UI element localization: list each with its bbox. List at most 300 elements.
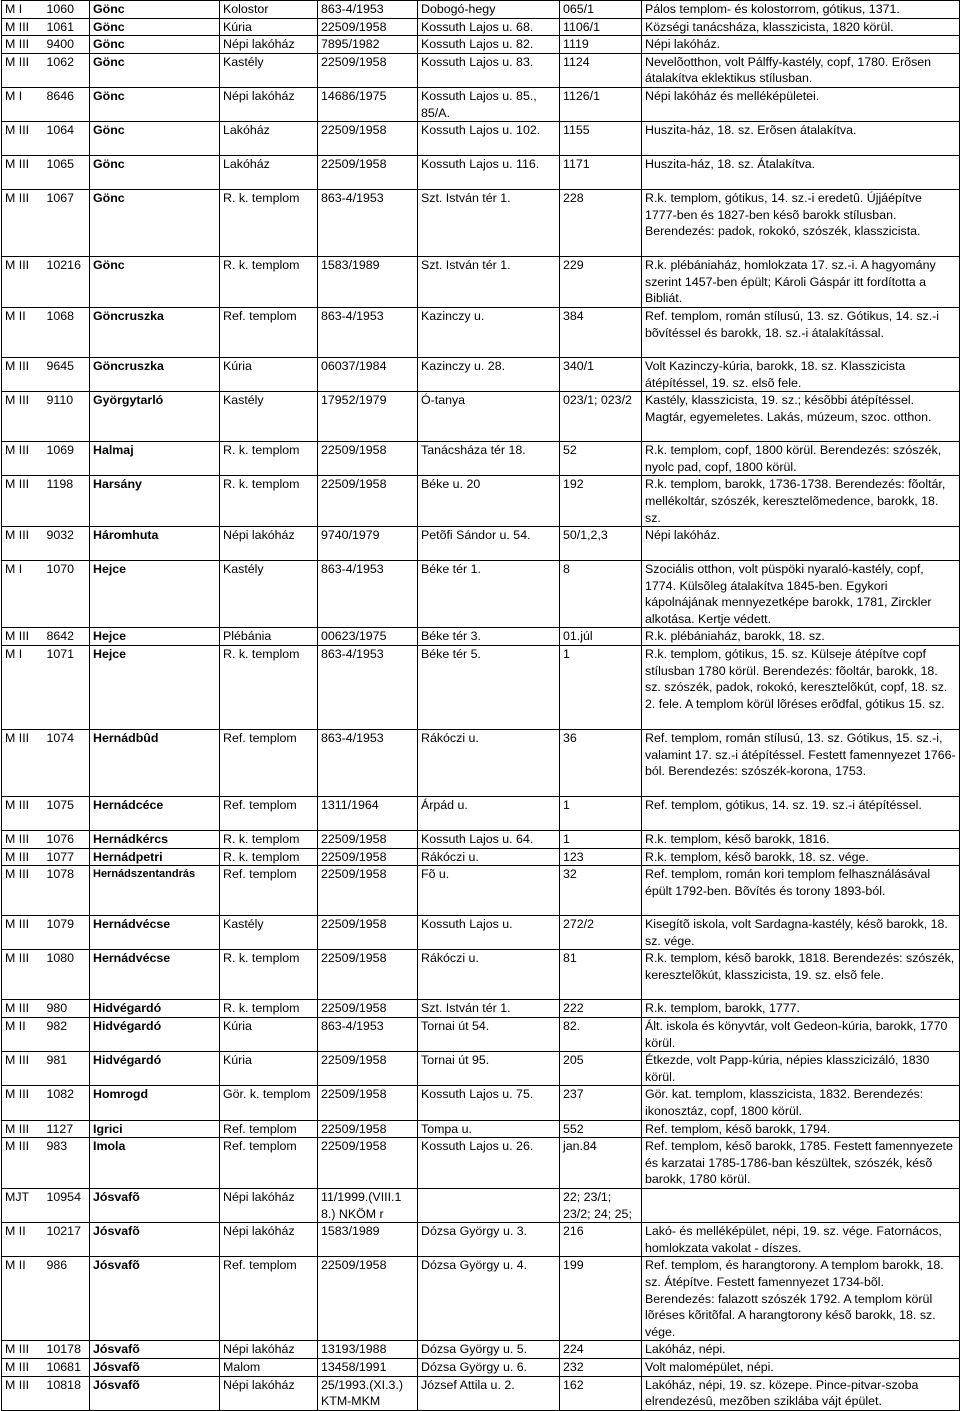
building-type-cell: Népi lakóház — [220, 1376, 318, 1410]
decree-number-cell: 863-4/1953 — [318, 646, 418, 730]
building-type-cell: Ref. templom — [220, 1257, 318, 1341]
protection-class-cell: M III — [2, 53, 44, 87]
table-row — [2, 1188, 960, 1222]
building-type-cell: Ref. templom — [220, 1120, 318, 1138]
address-cell: Szt. István tér 1. — [418, 1000, 560, 1018]
settlement-cell: Háromhuta — [90, 527, 220, 561]
address-cell: Dózsa György u. 5. — [418, 1341, 560, 1359]
lot-number-cell: 023/1; 023/2 — [560, 392, 642, 442]
register-number-cell: 1127 — [44, 1120, 90, 1138]
protection-class-cell: M III — [2, 866, 44, 916]
address-cell: Árpád u. — [418, 797, 560, 831]
building-type-cell: Lakóház — [220, 122, 318, 156]
settlement-cell: Gönc — [90, 257, 220, 308]
description-cell: Nevelõotthon, volt Pálffy-kastély, copf, 1780. Erõsen átalakítva eklektikus stílusban. — [642, 53, 960, 87]
monument-register-table — [1, 0, 960, 1411]
table-row — [2, 866, 960, 916]
register-number-cell: 1080 — [44, 950, 90, 1000]
settlement-cell: Jósvafõ — [90, 1341, 220, 1359]
table-row — [2, 950, 960, 1000]
description-cell: Lakóház, népi, 19. sz. közepe. Pince-pitvar-szoba elrendezésû, mezõben sziklába vájt épület. — [642, 1376, 960, 1410]
settlement-cell: Halmaj — [90, 442, 220, 476]
settlement-cell: Hejce — [90, 561, 220, 628]
building-type-cell: Kolostor — [220, 1, 318, 19]
description-cell: Pálos templom- és kolostorrom, gótikus, 1371. — [642, 1, 960, 19]
decree-number-cell: 22509/1958 — [318, 1086, 418, 1120]
lot-number-cell: 81 — [560, 950, 642, 1000]
settlement-cell: Hidvégardó — [90, 1018, 220, 1052]
decree-number-cell: 22509/1958 — [318, 53, 418, 87]
building-type-cell: R. k. templom — [220, 476, 318, 527]
protection-class-cell: M III — [2, 36, 44, 54]
description-cell: R.k. templom, copf, 1800 körül. Berendezés: szószék, nyolc pad, copf, 1800 körül. — [642, 442, 960, 476]
table-row — [2, 628, 960, 646]
description-cell: R.k. templom, gótikus, 14. sz.-i eredetû. Újjáépítve 1777-ben és 1827-ben késõ barokk stílusban. Berendezés: padok, rokokó, szószék, klasszicista. — [642, 190, 960, 257]
table-row — [2, 1376, 960, 1410]
register-number-cell: 1060 — [44, 1, 90, 19]
table-row — [2, 1000, 960, 1018]
description-cell: Lakóház, népi. — [642, 1341, 960, 1359]
description-cell: Ref. templom, késõ barokk, 1794. — [642, 1120, 960, 1138]
address-cell: Kazinczy u. — [418, 307, 560, 357]
lot-number-cell: 1 — [560, 646, 642, 730]
settlement-cell: Homrogd — [90, 1086, 220, 1120]
table-row — [2, 1086, 960, 1120]
description-cell: Kastély, klasszicista, 19. sz.; késõbbi átépítéssel. Magtár, egyemeletes. Lakás, múzeum, szoc. otthon. — [642, 392, 960, 442]
address-cell: Rákóczi u. — [418, 730, 560, 797]
lot-number-cell: 216 — [560, 1223, 642, 1257]
protection-class-cell: M II — [2, 1223, 44, 1257]
settlement-cell: Jósvafõ — [90, 1257, 220, 1341]
settlement-cell: Gönc — [90, 36, 220, 54]
building-type-cell: R. k. templom — [220, 831, 318, 849]
lot-number-cell: 222 — [560, 1000, 642, 1018]
building-type-cell: Ref. templom — [220, 1138, 318, 1189]
register-number-cell: 1068 — [44, 307, 90, 357]
decree-number-cell: 22509/1958 — [318, 18, 418, 36]
lot-number-cell: 22; 23/1; 23/2; 24; 25; — [560, 1188, 642, 1222]
register-number-cell: 1064 — [44, 122, 90, 156]
protection-class-cell: MJT — [2, 1188, 44, 1222]
protection-class-cell: M III — [2, 730, 44, 797]
decree-number-cell: 22509/1958 — [318, 950, 418, 1000]
register-number-cell: 1077 — [44, 848, 90, 866]
settlement-cell: Gönc — [90, 53, 220, 87]
settlement-cell: Göncruszka — [90, 307, 220, 357]
building-type-cell: R. k. templom — [220, 442, 318, 476]
description-cell: Ref. templom, gótikus, 14. sz. 19. sz.-i átépítéssel. — [642, 797, 960, 831]
table-row — [2, 87, 960, 121]
building-type-cell: R. k. templom — [220, 950, 318, 1000]
table-row — [2, 190, 960, 257]
table-row — [2, 1138, 960, 1189]
decree-number-cell: 13458/1991 — [318, 1358, 418, 1376]
building-type-cell: Kastély — [220, 561, 318, 628]
building-type-cell: Népi lakóház — [220, 1223, 318, 1257]
decree-number-cell: 22509/1958 — [318, 1052, 418, 1086]
description-cell: Lakó- és melléképület, népi, 19. sz. vége. Fatornácos, homlokzata vakolat - díszes. — [642, 1223, 960, 1257]
register-number-cell: 9032 — [44, 527, 90, 561]
protection-class-cell: M III — [2, 1376, 44, 1410]
building-type-cell: R. k. templom — [220, 257, 318, 308]
lot-number-cell: 384 — [560, 307, 642, 357]
lot-number-cell: 237 — [560, 1086, 642, 1120]
settlement-cell: Gönc — [90, 190, 220, 257]
description-cell: R.k. templom, késõ barokk, 18. sz. vége. — [642, 848, 960, 866]
building-type-cell: Ref. templom — [220, 866, 318, 916]
lot-number-cell: 123 — [560, 848, 642, 866]
building-type-cell: R. k. templom — [220, 190, 318, 257]
table-row — [2, 1120, 960, 1138]
description-cell: Volt Kazinczy-kúria, barokk, 18. sz. Klasszicista átépítéssel, 19. sz. elsõ fele. — [642, 357, 960, 391]
table-row — [2, 527, 960, 561]
table-row — [2, 1358, 960, 1376]
description-cell: Ref. templom, román stílusú, 13. sz. Gótikus, 14. sz.-i bõvítéssel és barokk, 18. sz.-i átalakítással. — [642, 307, 960, 357]
register-number-cell: 8642 — [44, 628, 90, 646]
address-cell: Petõfi Sándor u. 54. — [418, 527, 560, 561]
description-cell: Népi lakóház. — [642, 527, 960, 561]
protection-class-cell: M III — [2, 1086, 44, 1120]
address-cell: Kossuth Lajos u. 102. — [418, 122, 560, 156]
register-number-cell: 10954 — [44, 1188, 90, 1222]
building-type-cell: Népi lakóház — [220, 527, 318, 561]
table-row — [2, 831, 960, 849]
decree-number-cell: 1311/1964 — [318, 797, 418, 831]
table-row — [2, 797, 960, 831]
table-row — [2, 392, 960, 442]
protection-class-cell: M III — [2, 257, 44, 308]
settlement-cell: Gönc — [90, 1, 220, 19]
lot-number-cell: 8 — [560, 561, 642, 628]
description-cell: R.k. templom, késõ barokk, 1816. — [642, 831, 960, 849]
lot-number-cell: 205 — [560, 1052, 642, 1086]
protection-class-cell: M III — [2, 122, 44, 156]
building-type-cell: Népi lakóház — [220, 1188, 318, 1222]
register-number-cell: 980 — [44, 1000, 90, 1018]
protection-class-cell: M III — [2, 628, 44, 646]
decree-number-cell: 00623/1975 — [318, 628, 418, 646]
address-cell — [418, 1188, 560, 1222]
lot-number-cell: 1119 — [560, 36, 642, 54]
address-cell: Tompa u. — [418, 1120, 560, 1138]
lot-number-cell: 1106/1 — [560, 18, 642, 36]
settlement-cell: Hidvégardó — [90, 1052, 220, 1086]
description-cell: R.k. templom, gótikus, 15. sz. Külseje átépítve copf stílusban 1780 körül. Berendezés: fõoltár, barokk, 18. sz. szószék, padok, rokokó, keresztelõkút, copf, 18. sz. 2. fele. A templom körül lõréses erõdfal, gótikus 15. sz. — [642, 646, 960, 730]
decree-number-cell: 22509/1958 — [318, 1120, 418, 1138]
address-cell: Kossuth Lajos u. 75. — [418, 1086, 560, 1120]
decree-number-cell: 22509/1958 — [318, 476, 418, 527]
lot-number-cell: 192 — [560, 476, 642, 527]
settlement-cell: Jósvafõ — [90, 1376, 220, 1410]
lot-number-cell: 01.júl — [560, 628, 642, 646]
protection-class-cell: M I — [2, 1, 44, 19]
table-row — [2, 357, 960, 391]
building-type-cell: Népi lakóház — [220, 36, 318, 54]
description-cell: Ref. templom, késõ barokk, 1785. Festett famennyezete és karzatai 1785-1786-ban készültek, szószék, késõ barokk, 1780 körül. — [642, 1138, 960, 1189]
table-row — [2, 1018, 960, 1052]
lot-number-cell: 1 — [560, 831, 642, 849]
register-number-cell: 1071 — [44, 646, 90, 730]
lot-number-cell: 065/1 — [560, 1, 642, 19]
address-cell: Kossuth Lajos u. 64. — [418, 831, 560, 849]
building-type-cell: Kúria — [220, 357, 318, 391]
table-row — [2, 476, 960, 527]
description-cell: Községi tanácsháza, klasszicista, 1820 körül. — [642, 18, 960, 36]
address-cell: Tornai út 54. — [418, 1018, 560, 1052]
table-row — [2, 646, 960, 730]
description-cell: Gör. kat. templom, klasszicista, 1832. Berendezés: ikonosztáz, copf, 1800 körül. — [642, 1086, 960, 1120]
settlement-cell: Hernádcéce — [90, 797, 220, 831]
lot-number-cell: 1126/1 — [560, 87, 642, 121]
lot-number-cell: 1155 — [560, 122, 642, 156]
settlement-cell: Hernádszentandrás — [90, 866, 220, 916]
lot-number-cell: 224 — [560, 1341, 642, 1359]
lot-number-cell: 1124 — [560, 53, 642, 87]
description-cell: Kisegítõ iskola, volt Sardagna-kastély, késõ barokk, 18. sz. vége. — [642, 916, 960, 950]
settlement-cell: Gönc — [90, 18, 220, 36]
register-number-cell: 1079 — [44, 916, 90, 950]
lot-number-cell: 82. — [560, 1018, 642, 1052]
address-cell: Kossuth Lajos u. 85., 85/A. — [418, 87, 560, 121]
lot-number-cell: 229 — [560, 257, 642, 308]
settlement-cell: Hernádbûd — [90, 730, 220, 797]
description-cell: Ref. templom, román kori templom felhasználásával épült 1792-ben. Bõvítés és torony 1893-ból. — [642, 866, 960, 916]
decree-number-cell: 22509/1958 — [318, 1257, 418, 1341]
register-number-cell: 1061 — [44, 18, 90, 36]
lot-number-cell: 36 — [560, 730, 642, 797]
decree-number-cell: 22509/1958 — [318, 848, 418, 866]
address-cell: Béke u. 20 — [418, 476, 560, 527]
decree-number-cell: 1583/1989 — [318, 1223, 418, 1257]
decree-number-cell: 22509/1958 — [318, 156, 418, 190]
table-row — [2, 730, 960, 797]
table-row — [2, 1341, 960, 1359]
decree-number-cell: 863-4/1953 — [318, 730, 418, 797]
description-cell: Ref. templom, és harangtorony. A templom barokk, 18. sz. Átépítve. Festett famennyezet 1734-bõl. Berendezés: falazott szószék 1792. A templom körül lõréses kõritõfal. A harangtorony késõ barokk, 18. sz. vége. — [642, 1257, 960, 1341]
description-cell: Huszita-ház, 18. sz. Átalakítva. — [642, 156, 960, 190]
register-number-cell: 1082 — [44, 1086, 90, 1120]
decree-number-cell: 863-4/1953 — [318, 307, 418, 357]
protection-class-cell: M III — [2, 1000, 44, 1018]
address-cell: Béke tér 1. — [418, 561, 560, 628]
description-cell: Ref. templom, román stílusú, 13. sz. Gótikus, 15. sz.-i, valamint 17. sz.-i átépítéssel. Festett famennyezet 1766-ból. Berendezés: szószék-korona, 1753. — [642, 730, 960, 797]
description-cell: R.k. plébániaház, homlokzata 17. sz.-i. A hagyomány szerint 1457-ben épült; Károli Gáspár itt fordította a Bibliát. — [642, 257, 960, 308]
register-number-cell: 981 — [44, 1052, 90, 1086]
description-cell: R.k. plébániaház, barokk, 18. sz. — [642, 628, 960, 646]
settlement-cell: Hernádpetri — [90, 848, 220, 866]
table-row — [2, 122, 960, 156]
building-type-cell: Gör. k. templom — [220, 1086, 318, 1120]
lot-number-cell: jan.84 — [560, 1138, 642, 1189]
description-cell: Huszita-ház, 18. sz. Erõsen átalakítva. — [642, 122, 960, 156]
decree-number-cell: 06037/1984 — [318, 357, 418, 391]
building-type-cell: R. k. templom — [220, 848, 318, 866]
register-number-cell: 9645 — [44, 357, 90, 391]
address-cell: Kossuth Lajos u. 116. — [418, 156, 560, 190]
settlement-cell: Györgytarló — [90, 392, 220, 442]
settlement-cell: Gönc — [90, 87, 220, 121]
address-cell: Tanácsháza tér 18. — [418, 442, 560, 476]
register-number-cell: 986 — [44, 1257, 90, 1341]
lot-number-cell: 272/2 — [560, 916, 642, 950]
address-cell: Kossuth Lajos u. 26. — [418, 1138, 560, 1189]
register-number-cell: 9110 — [44, 392, 90, 442]
lot-number-cell: 552 — [560, 1120, 642, 1138]
building-type-cell: Plébánia — [220, 628, 318, 646]
address-cell: Szt. István tér 1. — [418, 190, 560, 257]
register-number-cell: 10178 — [44, 1341, 90, 1359]
settlement-cell: Jósvafõ — [90, 1223, 220, 1257]
decree-number-cell: 863-4/1953 — [318, 561, 418, 628]
table-row — [2, 848, 960, 866]
register-number-cell: 8646 — [44, 87, 90, 121]
address-cell: Ó-tanya — [418, 392, 560, 442]
table-row — [2, 1052, 960, 1086]
protection-class-cell: M III — [2, 950, 44, 1000]
building-type-cell: Népi lakóház — [220, 1341, 318, 1359]
settlement-cell: Igrici — [90, 1120, 220, 1138]
table-row — [2, 1223, 960, 1257]
decree-number-cell: 22509/1958 — [318, 866, 418, 916]
address-cell: Dózsa György u. 3. — [418, 1223, 560, 1257]
register-number-cell: 1075 — [44, 797, 90, 831]
lot-number-cell: 228 — [560, 190, 642, 257]
building-type-cell: Lakóház — [220, 156, 318, 190]
lot-number-cell: 232 — [560, 1358, 642, 1376]
settlement-cell: Hernádkércs — [90, 831, 220, 849]
building-type-cell: R. k. templom — [220, 1000, 318, 1018]
description-cell: R.k. templom, barokk, 1736-1738. Berendezés: fõoltár, mellékoltár, szószék, keresztelõmedence, barokk, 18. sz. — [642, 476, 960, 527]
description-cell — [642, 1188, 960, 1222]
building-type-cell: Kastély — [220, 916, 318, 950]
decree-number-cell: 22509/1958 — [318, 1138, 418, 1189]
settlement-cell: Gönc — [90, 122, 220, 156]
table-row — [2, 916, 960, 950]
protection-class-cell: M III — [2, 476, 44, 527]
protection-class-cell: M III — [2, 848, 44, 866]
decree-number-cell: 863-4/1953 — [318, 1018, 418, 1052]
protection-class-cell: M III — [2, 527, 44, 561]
building-type-cell: Kastély — [220, 392, 318, 442]
protection-class-cell: M III — [2, 392, 44, 442]
building-type-cell: Kastély — [220, 53, 318, 87]
protection-class-cell: M I — [2, 646, 44, 730]
decree-number-cell: 9740/1979 — [318, 527, 418, 561]
table-row — [2, 1257, 960, 1341]
protection-class-cell: M III — [2, 18, 44, 36]
table-row — [2, 36, 960, 54]
settlement-cell: Hernádvécse — [90, 950, 220, 1000]
register-number-cell: 1065 — [44, 156, 90, 190]
protection-class-cell: M III — [2, 357, 44, 391]
register-number-cell: 1062 — [44, 53, 90, 87]
protection-class-cell: M III — [2, 442, 44, 476]
protection-class-cell: M III — [2, 1052, 44, 1086]
register-number-cell: 1074 — [44, 730, 90, 797]
protection-class-cell: M III — [2, 916, 44, 950]
building-type-cell: Malom — [220, 1358, 318, 1376]
settlement-cell: Imola — [90, 1138, 220, 1189]
protection-class-cell: M III — [2, 1138, 44, 1189]
description-cell: Szociális otthon, volt püspöki nyaraló-kastély, copf, 1774. Külsõleg átalakítva 1845-ben. Egykori kápolnájának mennyezetképe barokk, 1781, Zirckler alkotása. Kertje védett. — [642, 561, 960, 628]
description-cell: Étkezde, volt Papp-kúria, népies klasszicizáló, 1830 körül. — [642, 1052, 960, 1086]
decree-number-cell: 7895/1982 — [318, 36, 418, 54]
decree-number-cell: 863-4/1953 — [318, 1, 418, 19]
address-cell: Kossuth Lajos u. 82. — [418, 36, 560, 54]
address-cell: Dózsa György u. 4. — [418, 1257, 560, 1341]
protection-class-cell: M III — [2, 797, 44, 831]
lot-number-cell: 1 — [560, 797, 642, 831]
building-type-cell: Népi lakóház — [220, 87, 318, 121]
settlement-cell: Jósvafõ — [90, 1358, 220, 1376]
lot-number-cell: 50/1,2,3 — [560, 527, 642, 561]
address-cell: Dobogó-hegy — [418, 1, 560, 19]
description-cell: Népi lakóház. — [642, 36, 960, 54]
settlement-cell: Hidvégardó — [90, 1000, 220, 1018]
building-type-cell: Ref. templom — [220, 730, 318, 797]
description-cell: R.k. templom, barokk, 1777. — [642, 1000, 960, 1018]
lot-number-cell: 32 — [560, 866, 642, 916]
register-number-cell: 1076 — [44, 831, 90, 849]
register-number-cell: 10818 — [44, 1376, 90, 1410]
table-row — [2, 1, 960, 19]
protection-class-cell: M II — [2, 1018, 44, 1052]
table-row — [2, 257, 960, 308]
address-cell: Tornai út 95. — [418, 1052, 560, 1086]
table-row — [2, 307, 960, 357]
decree-number-cell: 11/1999.(VIII.1 8.) NKÖM r — [318, 1188, 418, 1222]
register-number-cell: 982 — [44, 1018, 90, 1052]
address-cell: Fõ u. — [418, 866, 560, 916]
protection-class-cell: M I — [2, 561, 44, 628]
lot-number-cell: 52 — [560, 442, 642, 476]
address-cell: Béke tér 5. — [418, 646, 560, 730]
protection-class-cell: M II — [2, 307, 44, 357]
protection-class-cell: M III — [2, 1358, 44, 1376]
decree-number-cell: 14686/1975 — [318, 87, 418, 121]
decree-number-cell: 17952/1979 — [318, 392, 418, 442]
protection-class-cell: M II — [2, 1257, 44, 1341]
building-type-cell: Kúria — [220, 18, 318, 36]
register-number-cell: 9400 — [44, 36, 90, 54]
table-body — [2, 1, 960, 1411]
description-cell: Népi lakóház és melléképületei. — [642, 87, 960, 121]
register-number-cell: 1078 — [44, 866, 90, 916]
settlement-cell: Hejce — [90, 646, 220, 730]
description-cell: Ált. iskola és könyvtár, volt Gedeon-kúria, barokk, 1770 körül. — [642, 1018, 960, 1052]
decree-number-cell: 22509/1958 — [318, 442, 418, 476]
building-type-cell: Ref. templom — [220, 307, 318, 357]
decree-number-cell: 863-4/1953 — [318, 190, 418, 257]
address-cell: Rákóczi u. — [418, 950, 560, 1000]
table-row — [2, 561, 960, 628]
settlement-cell: Hejce — [90, 628, 220, 646]
building-type-cell: Kúria — [220, 1052, 318, 1086]
lot-number-cell: 199 — [560, 1257, 642, 1341]
register-number-cell: 1067 — [44, 190, 90, 257]
register-number-cell: 1198 — [44, 476, 90, 527]
address-cell: Rákóczi u. — [418, 848, 560, 866]
register-number-cell: 1070 — [44, 561, 90, 628]
building-type-cell: R. k. templom — [220, 646, 318, 730]
register-number-cell: 1069 — [44, 442, 90, 476]
register-number-cell: 10681 — [44, 1358, 90, 1376]
decree-number-cell: 13193/1988 — [318, 1341, 418, 1359]
protection-class-cell: M I — [2, 87, 44, 121]
protection-class-cell: M III — [2, 190, 44, 257]
settlement-cell: Göncruszka — [90, 357, 220, 391]
building-type-cell: Ref. templom — [220, 797, 318, 831]
